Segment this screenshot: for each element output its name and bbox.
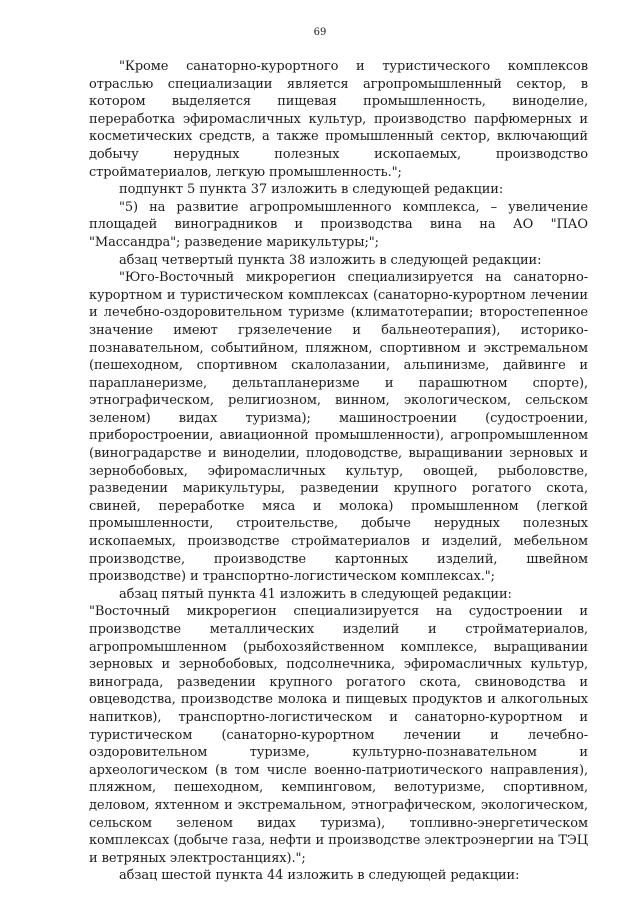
page-number: 69 <box>313 27 327 38</box>
document-body <box>89 58 588 885</box>
instruction-paragraph: подпункт 5 пункта 37 изложить в следующей редакции: <box>119 182 504 198</box>
instruction-paragraph: абзац пятый пункта 41 изложить в следующей редакции: <box>119 586 512 602</box>
instruction-paragraph: абзац шестой пункта 44 изложить в следующей редакции: <box>119 868 520 884</box>
quoted-paragraph-east: "Восточный микрорегион специализируется на судостроении и производстве металлических изделий и стройматериалов, агропромышленном (рыбохозяйственном комплексе, выращивании зерновых и зернобобовых, подсолнечника, эфиромасличных культур, винограда, разведении крупного рогатого скота, свиноводства и овцеводства, производстве молока и пищевых продуктов и алкогольных напитков), транспортно-логистическом и санаторно-курортном и туристическом (санаторно-курортном лечении и лечебно-оздоровительном туризме, культурно-познавательном и археологическом (в том числе военно-патриотического направления), пляжном, пешеходном, кемпинговом, велотуризме, спортивном, деловом, яхтенном и экстремальном, этнографическом, экологическом, сельском зеленом видах туризма), топливно-энергетическом комплексах (добыче газа, нефти и производстве электроэнергии на ТЭЦ и ветряных электростанциях)."; <box>89 604 588 866</box>
quoted-paragraph-agro: "5) на развитие агропромышленного комплекса, – увеличение площадей виноградников и производства вина на АО "ПАО "Массандра"; разведение марикультуры;"; <box>89 199 588 250</box>
quoted-paragraph-southeast: "Юго-Восточный микрорегион специализируется на санаторно-курортном и туристическом комплексах (санаторно-курортном лечении и лечебно-оздоровительном туризме (климатотерапии; второстепенное значение имеют грязелечение и бальнеотерапия), историко-познавательном, событийном, пляжном, спортивном и экстремальном (пешеходном, спортивном скалолазании, альпинизме, дайвинге и парапланеризме, дельтапланеризме и парашютном спорте), этнографическом, религиозном, винном, экологическом, сельском зеленом) видах туризма); машиностроении (судостроении, приборостроении, авиационной промышленности), агропромышленном (виноградарстве и виноделии, плодоводстве, выращивании зерновых и зернобобовых, эфиромасличных культур, овощей, рыболовстве, разведении марикультуры, разведении крупного рогатого скота, свиней, переработке мяса и молока) промышленном (легкой промышленности, строительстве, добыче нерудных полезных ископаемых, производстве стройматериалов и изделий, мебельном производстве, производстве картонных изделий, швейном производстве) и транспортно-логистическом комплексах."; <box>89 270 588 585</box>
quoted-paragraph-specialization: "Кроме санаторно-курортного и туристического комплексов отраслью специализации является агропромышленный сектор, в котором выделяется пищевая промышленность, виноделие, переработка эфиромасличных культур, производство парфюмерных и косметических средств, а также промышленный сектор, включающий добычу нерудных полезных ископаемых, производство стройматериалов, легкую промышленность."; <box>89 59 588 180</box>
instruction-paragraph: абзац четвертый пункта 38 изложить в следующей редакции: <box>119 252 542 268</box>
